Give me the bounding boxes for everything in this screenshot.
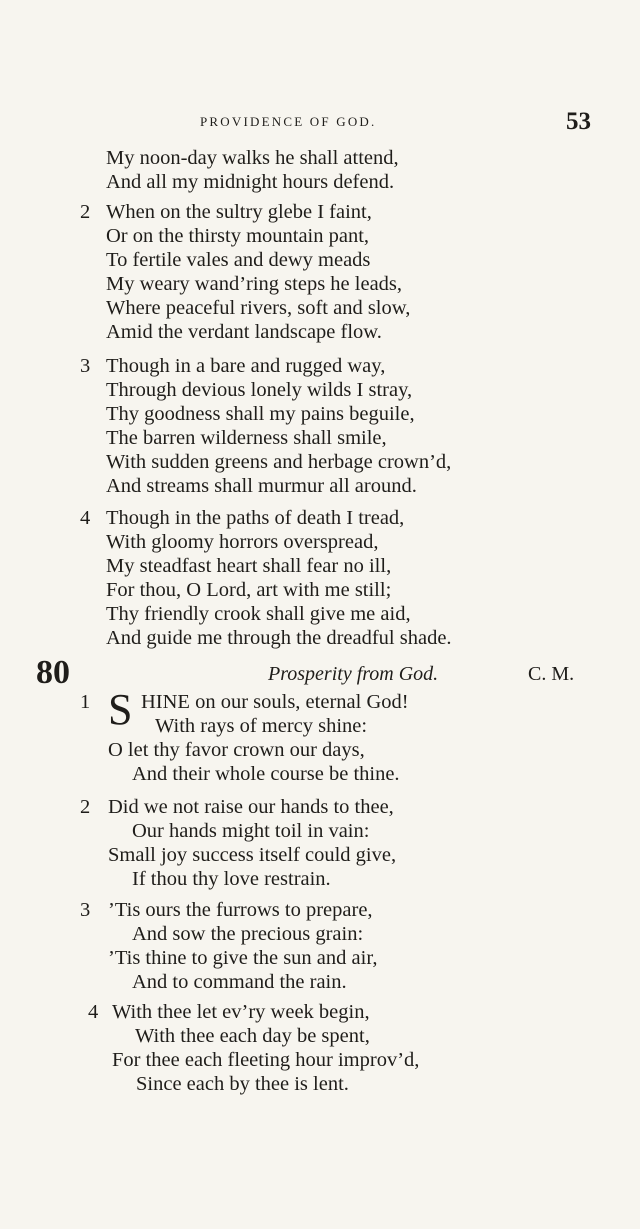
page-number: 53 <box>566 108 591 135</box>
verse-line: ’Tis thine to give the sun and air, <box>108 947 378 969</box>
verse-line: Thy friendly crook shall give me aid, <box>106 603 411 625</box>
verse-line: Did we not raise our hands to thee, <box>108 796 394 818</box>
verse-line: Where peaceful rivers, soft and slow, <box>106 297 411 319</box>
verse-line: With gloomy horrors overspread, <box>106 531 379 553</box>
verse-line: Though in the paths of death I tread, <box>106 507 405 529</box>
page-header <box>0 108 640 138</box>
verse-line: Amid the verdant landscape flow. <box>106 321 382 343</box>
stanza-number: 2 <box>80 201 91 223</box>
verse-line: And guide me through the dreadful shade. <box>106 627 452 649</box>
verse-line: To fertile vales and dewy meads <box>106 249 371 271</box>
hymn-number: 80 <box>36 654 70 691</box>
verse-line: And streams shall murmur all around. <box>106 475 417 497</box>
verse-line: And to command the rain. <box>132 971 347 993</box>
hymn-meter: C. M. <box>528 663 575 685</box>
drop-cap: S <box>108 685 133 734</box>
verse-line: My noon-day walks he shall attend, <box>106 147 399 169</box>
verse-line: Though in a bare and rugged way, <box>106 355 386 377</box>
running-title: PROVIDENCE OF GOD. <box>200 114 377 129</box>
stanza-number: 2 <box>80 796 91 818</box>
verse-line: HINE on our souls, eternal God! <box>141 691 409 713</box>
verse-line: Thy goodness shall my pains beguile, <box>106 403 415 425</box>
verse-line: The barren wilderness shall smile, <box>106 427 387 449</box>
verse-line: And all my midnight hours defend. <box>106 171 395 193</box>
verse-line: ’Tis ours the furrows to prepare, <box>108 899 373 921</box>
verse-line: With rays of mercy shine: <box>155 715 368 737</box>
verse-line: With thee each day be spent, <box>135 1025 370 1047</box>
verse-line: And their whole course be thine. <box>132 763 400 785</box>
verse-line: With sudden greens and herbage crown’d, <box>106 451 452 473</box>
hymn-title: Prosperity from God. <box>268 663 439 685</box>
hymn-heading <box>0 656 640 690</box>
stanza-number: 1 <box>80 691 91 713</box>
verse-line: Small joy success itself could give, <box>108 844 397 866</box>
verse-line: My steadfast heart shall fear no ill, <box>106 555 392 577</box>
verse-line: And sow the precious grain: <box>132 923 364 945</box>
verse-line: With thee let ev’ry week begin, <box>112 1001 370 1023</box>
verse-line: For thee each fleeting hour improv’d, <box>112 1049 420 1071</box>
verse-line: Our hands might toil in vain: <box>132 820 370 842</box>
stanza-number: 4 <box>88 1001 99 1023</box>
verse-line: Since each by thee is lent. <box>136 1073 349 1095</box>
verse-line: When on the sultry glebe I faint, <box>106 201 372 223</box>
verse-line: My weary wand’ring steps he leads, <box>106 273 403 295</box>
stanza-number: 3 <box>80 355 91 377</box>
verse-line: Or on the thirsty mountain pant, <box>106 225 370 247</box>
verse-line: For thou, O Lord, art with me still; <box>106 579 392 601</box>
verse-line: If thou thy love restrain. <box>132 868 331 890</box>
verse-line: Through devious lonely wilds I stray, <box>106 379 413 401</box>
stanza-number: 4 <box>80 507 91 529</box>
verse-line: O let thy favor crown our days, <box>108 739 365 761</box>
stanza-number: 3 <box>80 899 91 921</box>
